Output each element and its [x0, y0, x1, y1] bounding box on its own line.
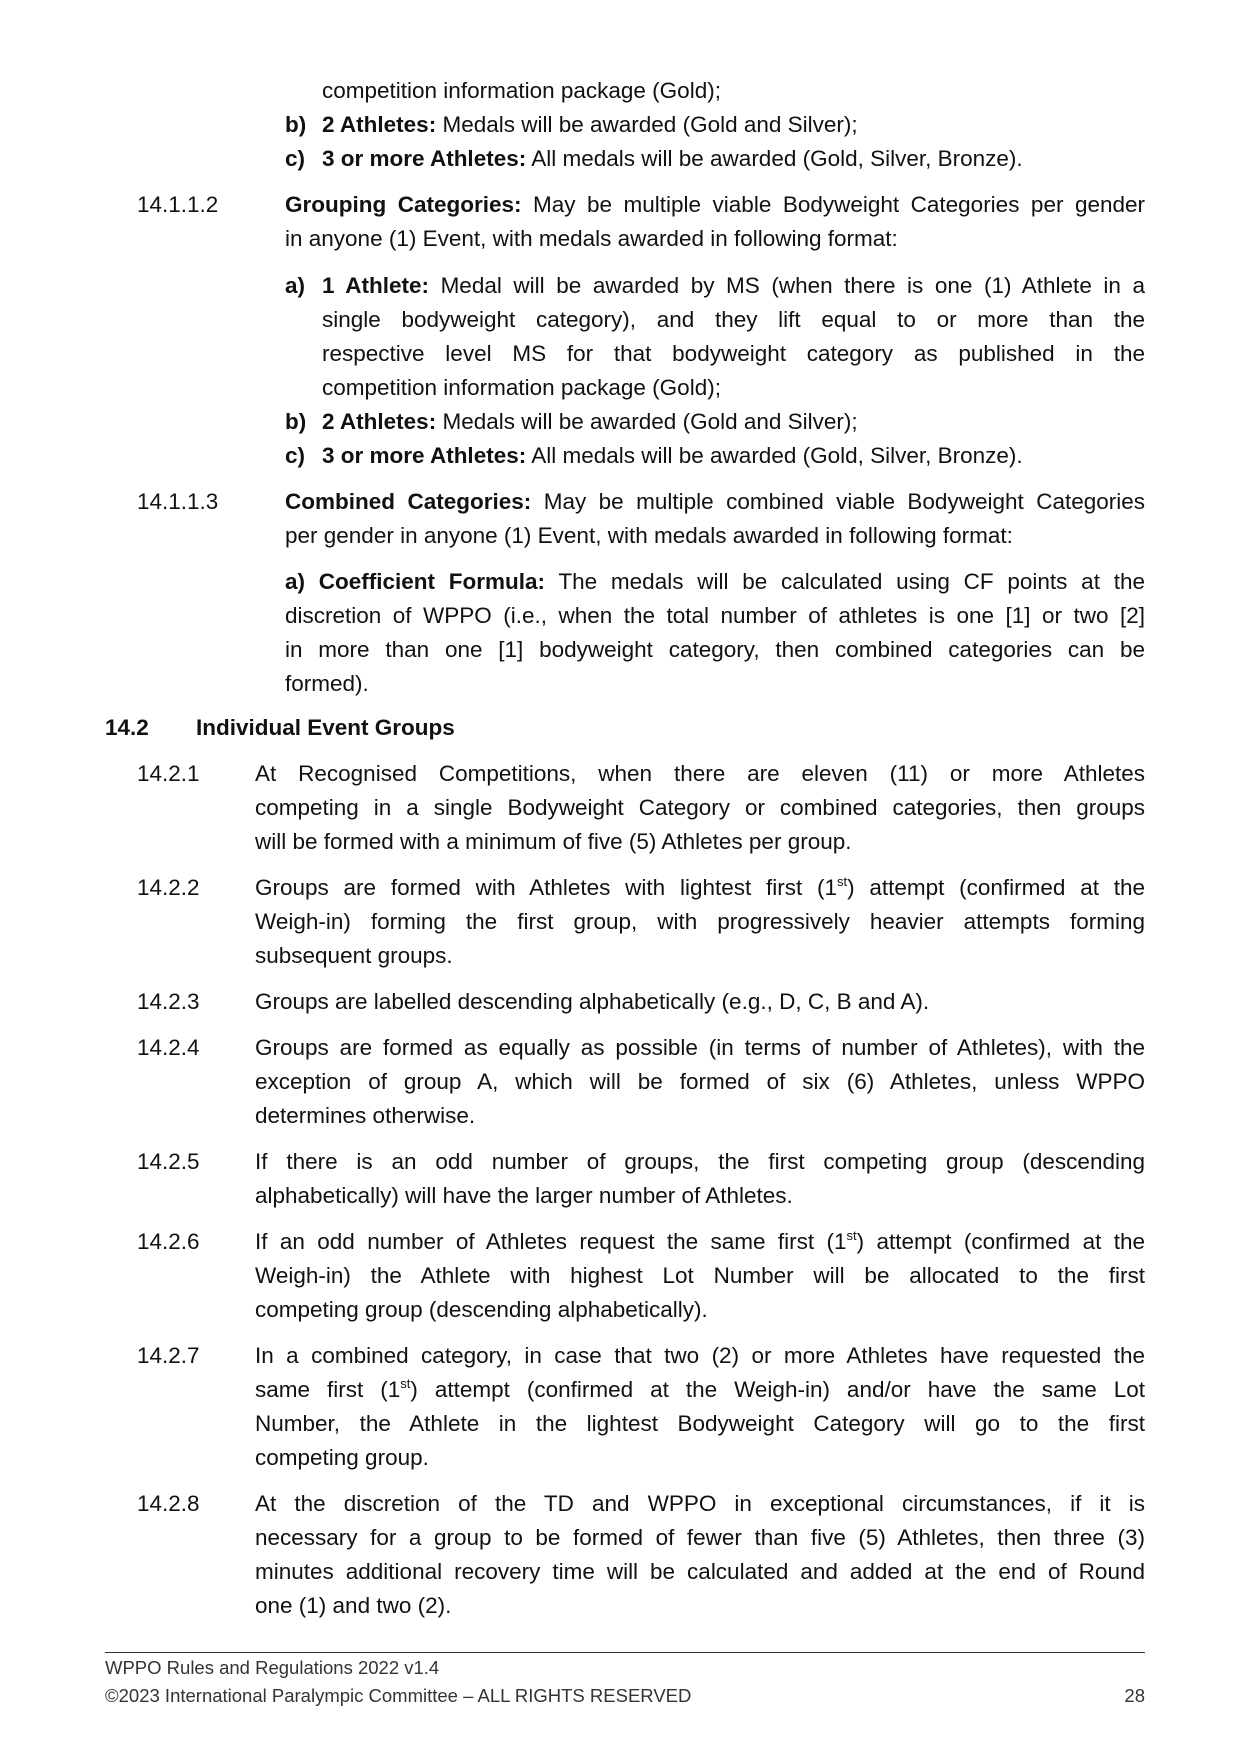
list-item-text: Medals will be awarded (Gold and Silver); — [436, 409, 858, 434]
clause-text-line: necessary for a group to be formed of fewer than five (5) Athletes, then three (3) — [255, 1525, 1145, 1550]
coefficient-formula-line: in more than one [1] bodyweight category, then combined categories can be — [285, 637, 1145, 662]
superscript: st — [846, 1228, 857, 1243]
clause-text-line: competing group (descending alphabetically). — [255, 1297, 708, 1322]
list-label-c: c) — [285, 443, 306, 468]
superscript: st — [400, 1376, 411, 1391]
clause-text-line: determines otherwise. — [255, 1103, 476, 1128]
clause-text: same first (1 — [255, 1377, 401, 1402]
page-number: 28 — [1124, 1685, 1145, 1706]
section-heading: Individual Event Groups — [196, 715, 455, 740]
clause-number-14-2-1: 14.2.1 — [137, 761, 200, 786]
clause-text-line: At Recognised Competitions, when there are eleven (11) or more Athletes — [255, 761, 1145, 786]
section-number: 14.2 — [105, 715, 149, 740]
list-item-lead: 2 Athletes: — [322, 112, 437, 137]
clause-text: May be multiple viable Bodyweight Categories per gender — [521, 192, 1146, 217]
clause-text-line: Weigh-in) forming the first group, with progressively heavier attempts forming — [255, 909, 1145, 934]
clause-number-14-1-1-2: 14.1.1.2 — [137, 192, 219, 217]
clause-text: Groups are formed with Athletes with lightest first (1 — [255, 875, 837, 900]
clause-text: ) attempt (confirmed at the — [856, 1229, 1145, 1254]
footer-copyright: ©2023 International Paralympic Committee – ALL RIGHTS RESERVED — [105, 1685, 692, 1706]
clause-number-14-2-5: 14.2.5 — [137, 1149, 200, 1174]
clause-text-line: Weigh-in) the Athlete with highest Lot Number will be allocated to the first — [255, 1263, 1145, 1288]
list-item-b — [322, 405, 858, 439]
clause-text-line: If there is an odd number of groups, the first competing group (descending — [255, 1149, 1145, 1174]
clause-text-line: minutes additional recovery time will be calculated and added at the end of Round — [255, 1559, 1145, 1584]
list-item-text: The medals will be calculated using CF points at the — [545, 569, 1145, 594]
clause-text-line: subsequent groups. — [255, 943, 453, 968]
continuation-line: competition information package (Gold); — [322, 78, 721, 103]
list-item-lead: 3 or more Athletes: — [322, 443, 527, 468]
list-item-text: Medals will be awarded (Gold and Silver); — [436, 112, 858, 137]
list-item-lead: 2 Athletes: — [322, 409, 437, 434]
clause-number-14-2-6: 14.2.6 — [137, 1229, 200, 1254]
footer-divider — [105, 1652, 1145, 1653]
list-item-text: All medals will be awarded (Gold, Silver, Bronze). — [526, 443, 1023, 468]
list-label-c: c) — [285, 146, 306, 171]
list-label-b: b) — [285, 112, 307, 137]
clause-text-line: Number, the Athlete in the lightest Bodyweight Category will go to the first — [255, 1411, 1145, 1436]
clause-lead: Grouping Categories: — [285, 192, 522, 217]
list-item-lead: 1 Athlete: — [322, 273, 429, 298]
clause-text-line: one (1) and two (2). — [255, 1593, 452, 1618]
clause-text-line: At the discretion of the TD and WPPO in exceptional circumstances, if it is — [255, 1491, 1145, 1516]
list-item-text: All medals will be awarded (Gold, Silver, Bronze). — [526, 146, 1023, 171]
list-item-lead: a) Coefficient Formula: — [285, 569, 546, 594]
clause-text: If an odd number of Athletes request the same first (1 — [255, 1229, 847, 1254]
clause-text-line: alphabetically) will have the larger number of Athletes. — [255, 1183, 793, 1208]
clause-text-line — [255, 1373, 1145, 1407]
clause-text-line: Groups are formed as equally as possible (in terms of number of Athletes), with the — [255, 1035, 1145, 1060]
clause-number-14-2-8: 14.2.8 — [137, 1491, 200, 1516]
list-item-line: single bodyweight category), and they lift equal to or more than the — [322, 307, 1145, 332]
clause-text-line: Groups are labelled descending alphabetically (e.g., D, C, B and A). — [255, 989, 930, 1014]
clause-text-line: In a combined category, in case that two (2) or more Athletes have requested the — [255, 1343, 1145, 1368]
clause-text-line: will be formed with a minimum of five (5) Athletes per group. — [255, 829, 852, 854]
clause-text: May be multiple combined viable Bodyweight Categories — [531, 489, 1145, 514]
clause-text: ) attempt (confirmed at the Weigh-in) and/or have the same Lot — [410, 1377, 1145, 1402]
clause-number-14-2-7: 14.2.7 — [137, 1343, 200, 1368]
clause-text-line — [285, 188, 1145, 222]
list-item-c — [322, 142, 1023, 176]
clause-text-line — [255, 871, 1145, 905]
clause-number-14-2-4: 14.2.4 — [137, 1035, 200, 1060]
list-item-text: Medal will be awarded by MS (when there is one (1) Athlete in a — [429, 273, 1145, 298]
footer-doc-title: WPPO Rules and Regulations 2022 v1.4 — [105, 1657, 440, 1678]
clause-number-14-2-3: 14.2.3 — [137, 989, 200, 1014]
clause-lead: Combined Categories: — [285, 489, 532, 514]
clause-text-line: competing group. — [255, 1445, 429, 1470]
clause-number-14-2-2: 14.2.2 — [137, 875, 200, 900]
list-label-a: a) — [285, 273, 306, 298]
coefficient-formula-line — [285, 565, 1145, 599]
clause-number-14-1-1-3: 14.1.1.3 — [137, 489, 219, 514]
clause-text-line: per gender in anyone (1) Event, with medals awarded in following format: — [285, 523, 1013, 548]
clause-text-line — [285, 485, 1145, 519]
clause-text-line: competing in a single Bodyweight Category or combined categories, then groups — [255, 795, 1145, 820]
list-item-lead: 3 or more Athletes: — [322, 146, 527, 171]
list-item-line: competition information package (Gold); — [322, 375, 721, 400]
list-label-b: b) — [285, 409, 307, 434]
superscript: st — [837, 874, 848, 889]
list-item-c — [322, 439, 1023, 473]
coefficient-formula-line: formed). — [285, 671, 369, 696]
coefficient-formula-line: discretion of WPPO (i.e., when the total number of athletes is one [1] or two [2] — [285, 603, 1145, 628]
list-item-b — [322, 108, 858, 142]
clause-text: ) attempt (confirmed at the — [847, 875, 1145, 900]
clause-text-line: in anyone (1) Event, with medals awarded in following format: — [285, 226, 898, 251]
list-item-a — [322, 269, 1145, 303]
list-item-line: respective level MS for that bodyweight category as published in the — [322, 341, 1145, 366]
clause-text-line — [255, 1225, 1145, 1259]
clause-text-line: exception of group A, which will be formed of six (6) Athletes, unless WPPO — [255, 1069, 1145, 1094]
